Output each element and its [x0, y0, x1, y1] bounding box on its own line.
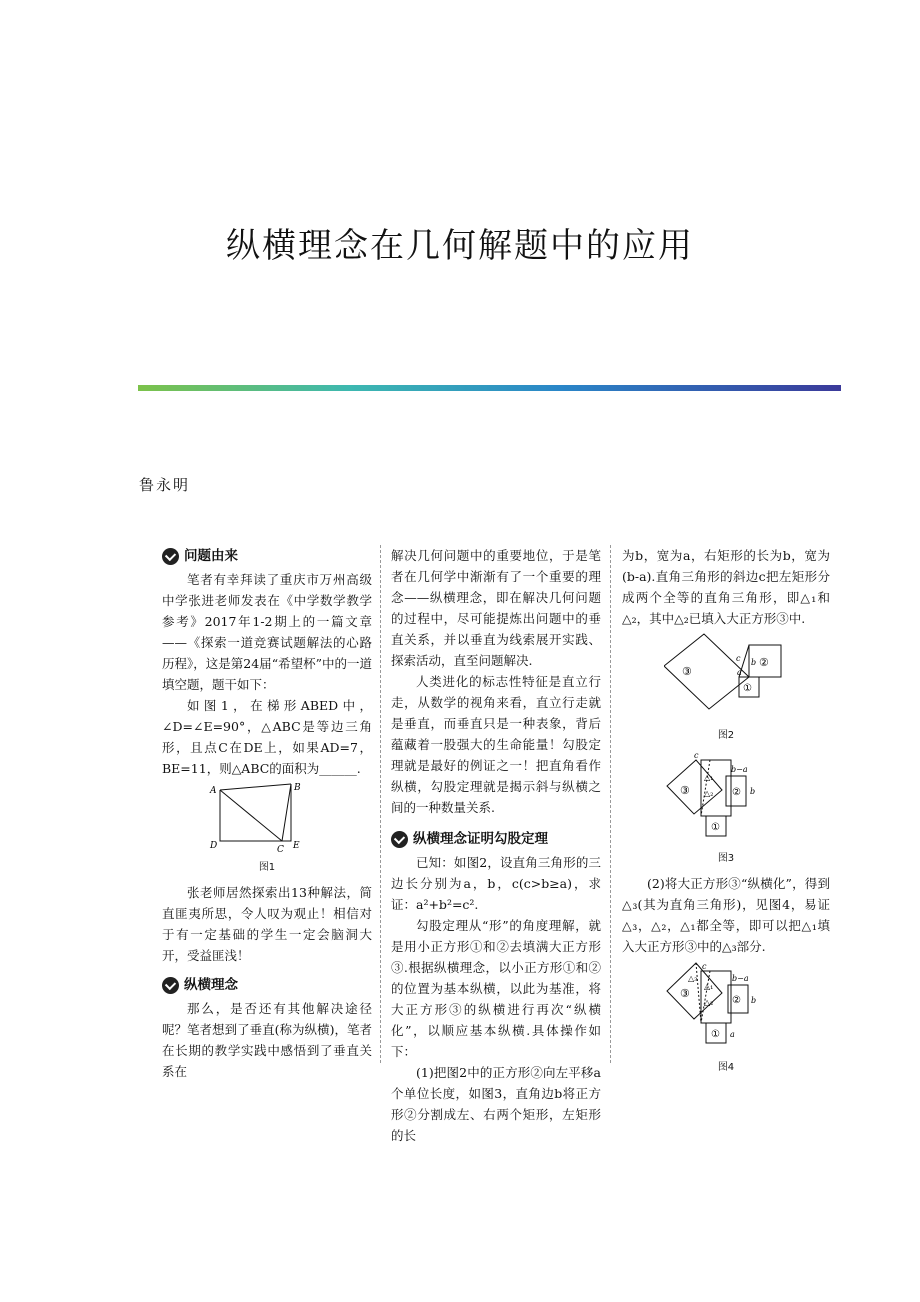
- fig4-square-1: ①: [711, 1029, 720, 1040]
- fig2-square-3: ③: [682, 665, 692, 678]
- figure-1-trapezoid: [207, 783, 327, 855]
- section-check-icon: [391, 831, 408, 848]
- figure-2-caption: 图2: [717, 730, 735, 741]
- fig2-square-1: ①: [743, 683, 752, 694]
- paragraph: 人类进化的标志性特征是直立行走，从数学的视角来看，直立行走就是垂直，而垂直只是一种表象，背后蕴藏着一股强大的生命能量！勾股定理就是最好的例证之一！把直角看作纵横，勾股定理就是揭示斜与纵横之间的一种数量关系.: [391, 674, 601, 815]
- fig4-label-bma: b−a: [732, 974, 749, 983]
- paragraph: 那么，是否还有其他解决途径呢？笔者想到了垂直(称为纵横)，笔者在长期的教学实践中感悟到了垂直关系在: [162, 1001, 372, 1079]
- fig2-label-b: b: [751, 658, 757, 667]
- paragraph: 张老师居然探索出13种解法，简直匪夷所思，令人叹为观止！相信对于有一定基础的学生一定会脑洞大开，受益匪浅！: [162, 885, 372, 963]
- fig2-square-2: ②: [759, 656, 769, 669]
- section-heading-concept: [162, 974, 372, 996]
- section-check-icon: [162, 977, 179, 994]
- section-check-icon: [162, 548, 179, 565]
- fig4-label-b: b: [751, 996, 757, 1005]
- fig3-label-c: c: [694, 751, 699, 760]
- paragraph: 勾股定理从“形”的角度理解，就是用小正方形①和②去填满大正方形③.根据纵横理念，以小正方形①和②的位置为基本纵横，以此为基准，将大正方形③的纵横进行再次“纵横化”，以顺应基本纵横.具体操作如下：: [391, 918, 601, 1059]
- fig3-square-2: ②: [732, 787, 741, 798]
- fig4-label-a: a: [730, 1030, 735, 1039]
- section-heading-origin: [162, 545, 372, 567]
- fig4-square-3: ③: [680, 987, 690, 1000]
- fig4-square-2: ②: [732, 995, 741, 1006]
- paragraph: 如图1，在梯形ABED中，∠D=∠E=90°，△ABC是等边三角形，且点C在DE上，如果AD=7，BE=11，则△ABC的面积为______.: [162, 698, 372, 776]
- fig4-triangle-1: △₁: [704, 982, 714, 991]
- section-title: 问题由来: [184, 547, 238, 564]
- figure-4-pythagoras: [666, 961, 786, 1055]
- author-name: 鲁永明: [139, 476, 191, 494]
- fig1-label-a: A: [210, 786, 217, 796]
- paper-title: 纵横理念在几何解题中的应用: [226, 226, 694, 266]
- fig3-square-1: ①: [711, 822, 720, 833]
- fig1-label-e: E: [293, 841, 300, 851]
- figure-3-pythagoras: [666, 750, 786, 846]
- figure-2-pythagoras: [664, 633, 788, 723]
- fig2-label-c: c: [736, 654, 741, 663]
- column-3: [622, 545, 830, 1082]
- paragraph: 为b，宽为a，右矩形的长为b，宽为(b-a).直角三角形的斜边c把左矩形分成两个全等的直角三角形，即△₁和△₂，其中△₂已填入大正方形③中.: [622, 548, 830, 626]
- title-gradient-rule: [138, 385, 841, 391]
- fig3-label-bma: b−a: [731, 765, 748, 774]
- section-heading-proof: [391, 828, 601, 850]
- fig3-square-3: ③: [680, 784, 690, 797]
- figure-4-caption: 图4: [717, 1062, 735, 1073]
- paragraph: 已知：如图2，设直角三角形的三边长分别为a，b，c(c>b≥a)，求证：a²+b²=c².: [391, 855, 601, 912]
- fig2-label-a: a: [737, 668, 742, 677]
- figure-3-caption: 图3: [717, 853, 735, 864]
- fig4-label-c: c: [702, 962, 707, 971]
- fig3-label-b: b: [750, 787, 756, 796]
- fig3-triangle-2: △₂: [704, 789, 714, 798]
- column-2: [391, 545, 601, 1146]
- fig3-triangle-1: △₁: [704, 773, 714, 782]
- fig1-label-d: D: [210, 841, 218, 851]
- column-1: [162, 545, 372, 1082]
- fig4-triangle-3: △₃: [688, 974, 698, 983]
- section-title: 纵横理念证明勾股定理: [413, 830, 548, 847]
- fig1-label-c: C: [277, 845, 284, 855]
- paragraph: 笔者有幸拜读了重庆市万州高级中学张进老师发表在《中学数学教学参考》2017年1-2期上的一篇文章——《探索一道竞赛试题解法的心路历程》，这是第24届“希望杯”中的一道填空题，题干如下：: [162, 572, 372, 692]
- column-divider-1: [380, 545, 381, 1063]
- paragraph: 解决几何问题中的重要地位，于是笔者在几何学中渐渐有了一个重要的理念——纵横理念，即在解决几何问题的过程中，尽可能提炼出问题中的垂直关系，并以垂直为线索展开实践、探索活动，直至问题解决.: [391, 548, 601, 668]
- section-title: 纵横理念: [184, 976, 238, 993]
- fig4-triangle-2: △₂: [704, 998, 714, 1007]
- fig1-label-b: B: [294, 783, 301, 793]
- paragraph: (2)将大正方形③“纵横化”，得到△₃(其为直角三角形)，见图4，易证△₃，△₂，△₁都全等，即可以把△₁填入大正方形③中的△₃部分.: [622, 876, 830, 954]
- figure-1-caption: 图1: [258, 862, 276, 873]
- column-divider-2: [610, 545, 611, 1063]
- paragraph: (1)把图2中的正方形②向左平移a个单位长度，如图3，直角边b将正方形②分割成左、右两个矩形，左矩形的长: [391, 1065, 601, 1143]
